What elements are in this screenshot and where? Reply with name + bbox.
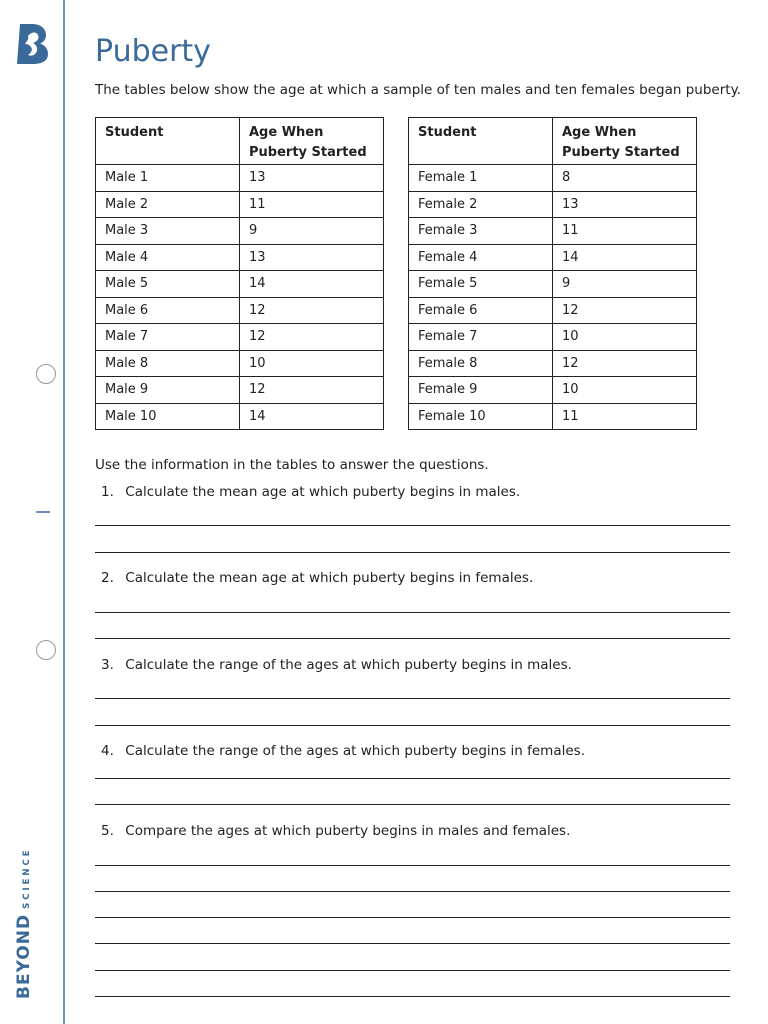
table-row [409, 271, 697, 298]
answer-line[interactable] [95, 804, 730, 805]
age-cell: 10 [553, 377, 697, 404]
student-cell: Female 2 [409, 191, 553, 218]
male-table [95, 117, 384, 430]
margin-line [63, 0, 65, 1024]
table-row [409, 297, 697, 324]
student-cell: Female 9 [409, 377, 553, 404]
table-row [96, 377, 384, 404]
answer-line[interactable] [95, 865, 730, 866]
age-cell: 12 [553, 350, 697, 377]
question-number: 1. [101, 484, 114, 500]
answer-line[interactable] [95, 943, 730, 944]
brand-wordmark [14, 847, 34, 999]
table-row [409, 350, 697, 377]
page-title: Puberty [95, 34, 211, 69]
age-cell: 9 [553, 271, 697, 298]
female-table [408, 117, 697, 430]
table-row [409, 244, 697, 271]
answer-line[interactable] [95, 891, 730, 892]
answer-line[interactable] [95, 778, 730, 779]
student-cell: Male 6 [96, 297, 240, 324]
table-header-row [96, 118, 384, 165]
age-cell: 11 [553, 403, 697, 430]
table-row [96, 297, 384, 324]
student-cell: Female 5 [409, 271, 553, 298]
table-row [96, 403, 384, 430]
student-cell: Male 4 [96, 244, 240, 271]
question-3 [101, 657, 572, 673]
question-text: Calculate the range of the ages at which puberty begins in males. [125, 657, 572, 673]
age-cell: 12 [240, 377, 384, 404]
age-cell: 14 [240, 403, 384, 430]
age-cell: 8 [553, 165, 697, 192]
question-1 [101, 484, 520, 500]
table-row [409, 377, 697, 404]
question-4 [101, 743, 585, 759]
table-row [96, 324, 384, 351]
student-cell: Male 5 [96, 271, 240, 298]
answer-line[interactable] [95, 698, 730, 699]
question-2 [101, 570, 533, 586]
age-cell: 14 [553, 244, 697, 271]
binder-hole [36, 640, 56, 660]
intro-text: The tables below show the age at which a sample of ten males and ten females began puberty. [95, 82, 741, 98]
question-5 [101, 823, 570, 839]
table-row [96, 244, 384, 271]
age-cell: 9 [240, 218, 384, 245]
age-cell: 13 [240, 165, 384, 192]
student-cell: Male 7 [96, 324, 240, 351]
student-cell: Female 4 [409, 244, 553, 271]
question-text: Calculate the mean age at which puberty begins in males. [125, 484, 521, 500]
table-row [96, 165, 384, 192]
question-number: 3. [101, 657, 114, 673]
table-row [409, 403, 697, 430]
student-cell: Male 1 [96, 165, 240, 192]
student-cell: Female 7 [409, 324, 553, 351]
student-cell: Male 2 [96, 191, 240, 218]
table-row [96, 218, 384, 245]
header-age: Age When Puberty Started [240, 118, 384, 165]
age-cell: 14 [240, 271, 384, 298]
header-student: Student [96, 118, 240, 165]
age-cell: 12 [553, 297, 697, 324]
brand-name: BEYOND [14, 913, 34, 999]
age-cell: 13 [240, 244, 384, 271]
age-cell: 12 [240, 297, 384, 324]
student-cell: Female 10 [409, 403, 553, 430]
table-header-row [409, 118, 697, 165]
table-row [96, 191, 384, 218]
margin-tick [36, 511, 50, 513]
question-number: 2. [101, 570, 114, 586]
student-cell: Female 6 [409, 297, 553, 324]
table-row [96, 350, 384, 377]
answer-line[interactable] [95, 552, 730, 553]
header-student: Student [409, 118, 553, 165]
student-cell: Male 10 [96, 403, 240, 430]
student-cell: Female 8 [409, 350, 553, 377]
student-cell: Male 9 [96, 377, 240, 404]
answer-line[interactable] [95, 917, 730, 918]
age-cell: 10 [553, 324, 697, 351]
question-text: Calculate the mean age at which puberty begins in females. [125, 570, 534, 586]
student-cell: Male 8 [96, 350, 240, 377]
table-row [409, 191, 697, 218]
answer-line[interactable] [95, 725, 730, 726]
table-row [409, 165, 697, 192]
beyond-logo-icon [15, 22, 51, 66]
answer-line[interactable] [95, 638, 730, 639]
header-age: Age When Puberty Started [553, 118, 697, 165]
question-number: 5. [101, 823, 114, 839]
student-cell: Female 1 [409, 165, 553, 192]
table-row [409, 218, 697, 245]
binder-hole [36, 364, 56, 384]
instructions: Use the information in the tables to answer the questions. [95, 457, 489, 473]
age-cell: 11 [240, 191, 384, 218]
age-cell: 10 [240, 350, 384, 377]
student-cell: Male 3 [96, 218, 240, 245]
table-row [96, 271, 384, 298]
answer-line[interactable] [95, 996, 730, 997]
table-row [409, 324, 697, 351]
question-text: Calculate the range of the ages at which puberty begins in females. [125, 743, 585, 759]
age-cell: 11 [553, 218, 697, 245]
question-text: Compare the ages at which puberty begins in males and females. [125, 823, 571, 839]
answer-line[interactable] [95, 525, 730, 526]
answer-line[interactable] [95, 612, 730, 613]
student-cell: Female 3 [409, 218, 553, 245]
answer-line[interactable] [95, 970, 730, 971]
age-cell: 13 [553, 191, 697, 218]
age-cell: 12 [240, 324, 384, 351]
brand-sub: SCIENCE [22, 847, 32, 909]
question-number: 4. [101, 743, 114, 759]
